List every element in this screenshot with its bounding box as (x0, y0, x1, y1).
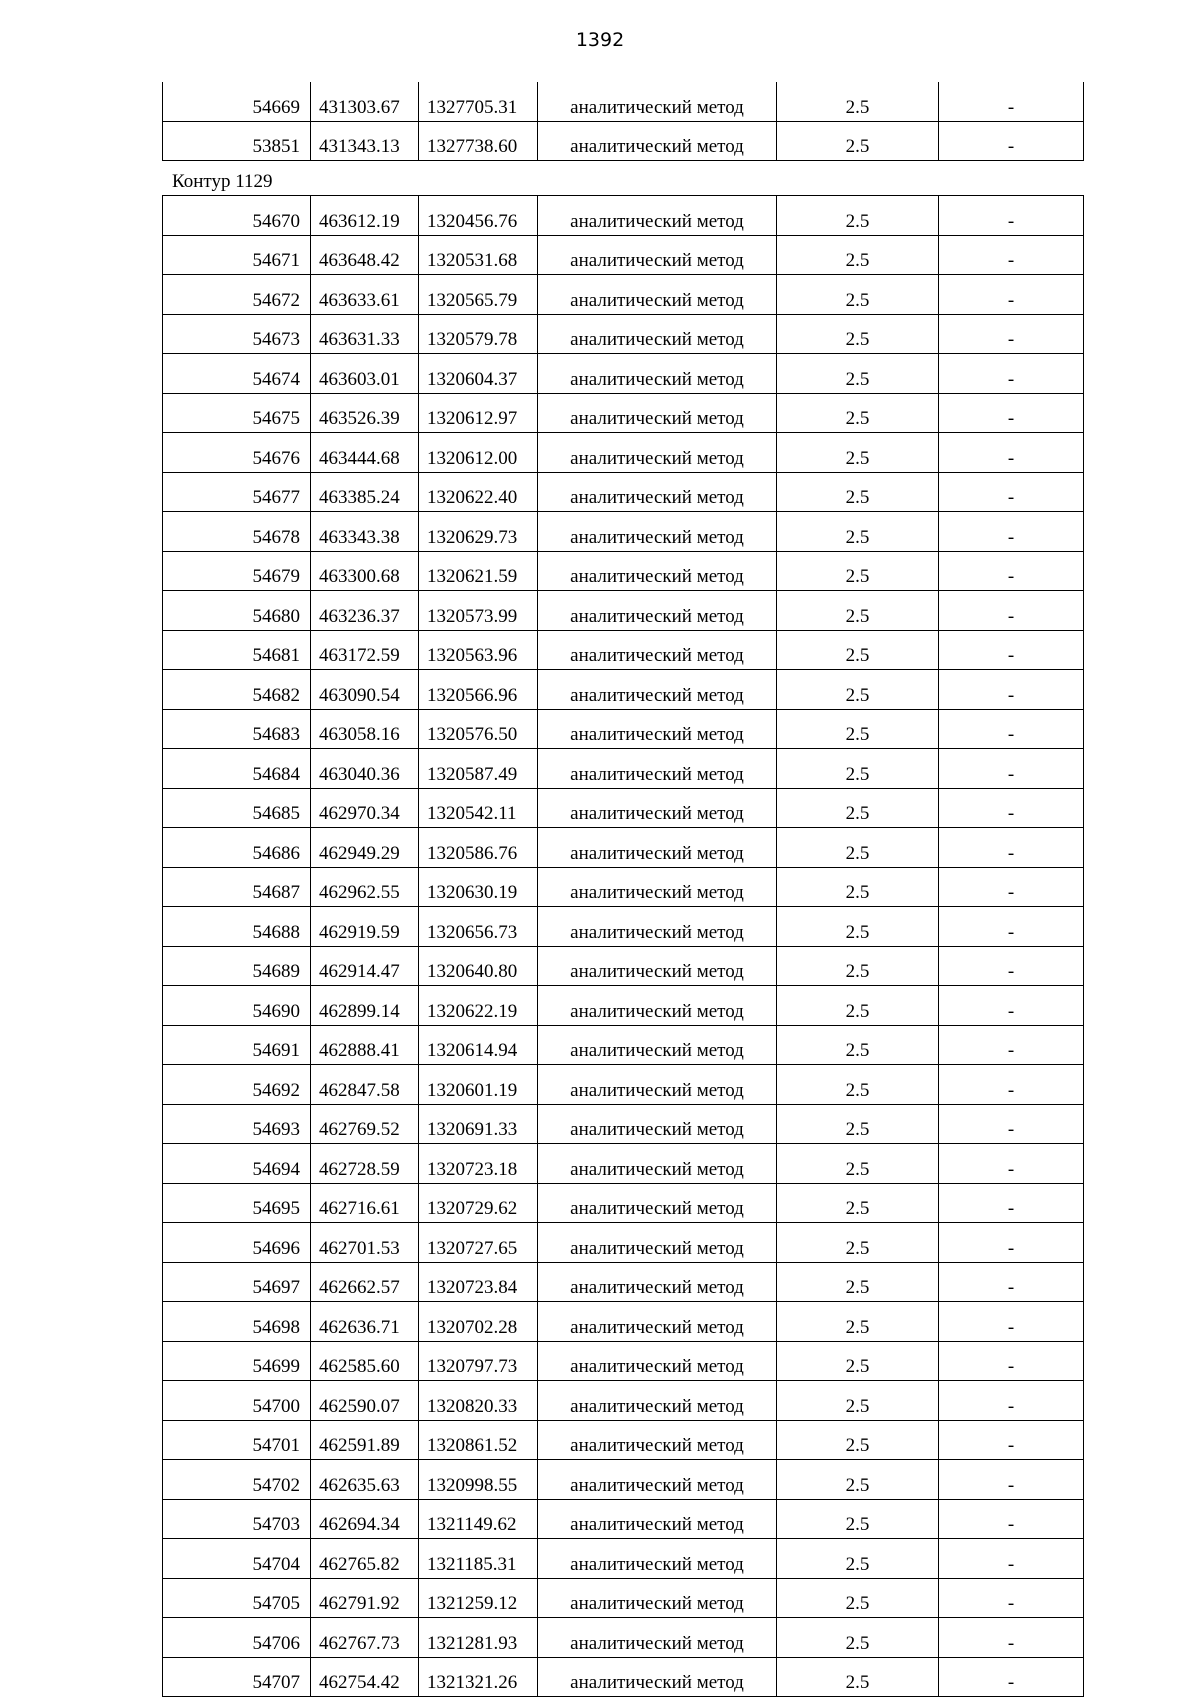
y-coordinate-cell: 1320566.96 (419, 670, 538, 710)
y-coordinate-cell: 1320640.80 (419, 946, 538, 986)
x-coordinate-cell: 463631.33 (311, 314, 419, 354)
table-row (163, 275, 1084, 315)
table-row (163, 121, 1084, 161)
method-cell: аналитический метод (538, 709, 777, 749)
table-row (163, 907, 1084, 947)
point-number-cell: 54681 (163, 630, 311, 670)
x-coordinate-cell: 462949.29 (311, 828, 419, 868)
y-coordinate-cell: 1320629.73 (419, 512, 538, 552)
method-cell: аналитический метод (538, 275, 777, 315)
table-row (163, 196, 1084, 236)
method-cell: аналитический метод (538, 867, 777, 907)
description-cell: - (939, 1420, 1084, 1460)
point-number-cell: 54696 (163, 1223, 311, 1263)
y-coordinate-cell: 1321185.31 (419, 1539, 538, 1579)
method-cell: аналитический метод (538, 512, 777, 552)
method-cell: аналитический метод (538, 1420, 777, 1460)
table-row (163, 630, 1084, 670)
point-number-cell: 54680 (163, 591, 311, 631)
y-coordinate-cell: 1320563.96 (419, 630, 538, 670)
table-row (163, 1262, 1084, 1302)
y-coordinate-cell: 1320531.68 (419, 235, 538, 275)
x-coordinate-cell: 463603.01 (311, 354, 419, 394)
point-number-cell: 54685 (163, 788, 311, 828)
x-coordinate-cell: 463040.36 (311, 749, 419, 789)
accuracy-cell: 2.5 (777, 393, 939, 433)
point-number-cell: 54691 (163, 1025, 311, 1065)
table-row (163, 354, 1084, 394)
table-row (163, 670, 1084, 710)
x-coordinate-cell: 463172.59 (311, 630, 419, 670)
table-row (163, 946, 1084, 986)
table-row (163, 591, 1084, 631)
table-row (163, 1460, 1084, 1500)
accuracy-cell: 2.5 (777, 354, 939, 394)
coordinates-table-top-body (163, 82, 1084, 161)
accuracy-cell: 2.5 (777, 472, 939, 512)
x-coordinate-cell: 463300.68 (311, 551, 419, 591)
table-row (163, 1578, 1084, 1618)
page-number: 1392 (575, 29, 625, 51)
method-cell: аналитический метод (538, 1223, 777, 1263)
method-cell: аналитический метод (538, 551, 777, 591)
point-number-cell: 54702 (163, 1460, 311, 1500)
accuracy-cell: 2.5 (777, 82, 939, 121)
x-coordinate-cell: 462791.92 (311, 1578, 419, 1618)
accuracy-cell: 2.5 (777, 314, 939, 354)
method-cell: аналитический метод (538, 1381, 777, 1421)
y-coordinate-cell: 1320621.59 (419, 551, 538, 591)
point-number-cell: 54688 (163, 907, 311, 947)
x-coordinate-cell: 462767.73 (311, 1618, 419, 1658)
table-row (163, 1499, 1084, 1539)
point-number-cell: 54686 (163, 828, 311, 868)
method-cell: аналитический метод (538, 314, 777, 354)
description-cell: - (939, 275, 1084, 315)
description-cell: - (939, 235, 1084, 275)
coordinates-table-top (162, 82, 1084, 161)
method-cell: аналитический метод (538, 591, 777, 631)
accuracy-cell: 2.5 (777, 275, 939, 315)
table-row (163, 1302, 1084, 1342)
description-cell: - (939, 907, 1084, 947)
description-cell: - (939, 591, 1084, 631)
method-cell: аналитический метод (538, 1618, 777, 1658)
x-coordinate-cell: 462590.07 (311, 1381, 419, 1421)
description-cell: - (939, 121, 1084, 161)
x-coordinate-cell: 463648.42 (311, 235, 419, 275)
method-cell: аналитический метод (538, 235, 777, 275)
method-cell: аналитический метод (538, 82, 777, 121)
accuracy-cell: 2.5 (777, 1657, 939, 1697)
y-coordinate-cell: 1320998.55 (419, 1460, 538, 1500)
table-row (163, 235, 1084, 275)
method-cell: аналитический метод (538, 1104, 777, 1144)
accuracy-cell: 2.5 (777, 121, 939, 161)
y-coordinate-cell: 1320542.11 (419, 788, 538, 828)
y-coordinate-cell: 1321149.62 (419, 1499, 538, 1539)
accuracy-cell: 2.5 (777, 591, 939, 631)
accuracy-cell: 2.5 (777, 196, 939, 236)
x-coordinate-cell: 463236.37 (311, 591, 419, 631)
y-coordinate-cell: 1320630.19 (419, 867, 538, 907)
table-row (163, 393, 1084, 433)
description-cell: - (939, 472, 1084, 512)
accuracy-cell: 2.5 (777, 1381, 939, 1421)
y-coordinate-cell: 1320622.19 (419, 986, 538, 1026)
point-number-cell: 54670 (163, 196, 311, 236)
y-coordinate-cell: 1320820.33 (419, 1381, 538, 1421)
accuracy-cell: 2.5 (777, 670, 939, 710)
y-coordinate-cell: 1320612.97 (419, 393, 538, 433)
table-row (163, 1420, 1084, 1460)
description-cell: - (939, 749, 1084, 789)
point-number-cell: 54674 (163, 354, 311, 394)
y-coordinate-cell: 1320861.52 (419, 1420, 538, 1460)
x-coordinate-cell: 463058.16 (311, 709, 419, 749)
y-coordinate-cell: 1321259.12 (419, 1578, 538, 1618)
x-coordinate-cell: 462662.57 (311, 1262, 419, 1302)
x-coordinate-cell: 462765.82 (311, 1539, 419, 1579)
description-cell: - (939, 393, 1084, 433)
description-cell: - (939, 1381, 1084, 1421)
accuracy-cell: 2.5 (777, 749, 939, 789)
table-row (163, 1657, 1084, 1697)
x-coordinate-cell: 462970.34 (311, 788, 419, 828)
description-cell: - (939, 946, 1084, 986)
accuracy-cell: 2.5 (777, 1144, 939, 1184)
description-cell: - (939, 1341, 1084, 1381)
description-cell: - (939, 551, 1084, 591)
accuracy-cell: 2.5 (777, 1618, 939, 1658)
accuracy-cell: 2.5 (777, 1183, 939, 1223)
method-cell: аналитический метод (538, 946, 777, 986)
y-coordinate-cell: 1320691.33 (419, 1104, 538, 1144)
point-number-cell: 54700 (163, 1381, 311, 1421)
method-cell: аналитический метод (538, 433, 777, 473)
method-cell: аналитический метод (538, 788, 777, 828)
y-coordinate-cell: 1320622.40 (419, 472, 538, 512)
description-cell: - (939, 867, 1084, 907)
point-number-cell: 54671 (163, 235, 311, 275)
accuracy-cell: 2.5 (777, 1104, 939, 1144)
x-coordinate-cell: 462635.63 (311, 1460, 419, 1500)
point-number-cell: 54690 (163, 986, 311, 1026)
x-coordinate-cell: 462716.61 (311, 1183, 419, 1223)
y-coordinate-cell: 1327705.31 (419, 82, 538, 121)
y-coordinate-cell: 1320656.73 (419, 907, 538, 947)
y-coordinate-cell: 1320614.94 (419, 1025, 538, 1065)
point-number-cell: 54706 (163, 1618, 311, 1658)
table-row (163, 867, 1084, 907)
description-cell: - (939, 709, 1084, 749)
y-coordinate-cell: 1320702.28 (419, 1302, 538, 1342)
x-coordinate-cell: 462888.41 (311, 1025, 419, 1065)
point-number-cell: 54676 (163, 433, 311, 473)
description-cell: - (939, 1223, 1084, 1263)
y-coordinate-cell: 1320612.00 (419, 433, 538, 473)
description-cell: - (939, 433, 1084, 473)
table-row (163, 1183, 1084, 1223)
description-cell: - (939, 314, 1084, 354)
description-cell: - (939, 630, 1084, 670)
table-row (163, 433, 1084, 473)
description-cell: - (939, 670, 1084, 710)
point-number-cell: 54698 (163, 1302, 311, 1342)
accuracy-cell: 2.5 (777, 1341, 939, 1381)
coordinates-table-body (163, 196, 1084, 1697)
description-cell: - (939, 1499, 1084, 1539)
x-coordinate-cell: 462847.58 (311, 1065, 419, 1105)
y-coordinate-cell: 1321281.93 (419, 1618, 538, 1658)
x-coordinate-cell: 462701.53 (311, 1223, 419, 1263)
point-number-cell: 54704 (163, 1539, 311, 1579)
point-number-cell: 54694 (163, 1144, 311, 1184)
method-cell: аналитический метод (538, 1144, 777, 1184)
accuracy-cell: 2.5 (777, 1578, 939, 1618)
table-row (163, 551, 1084, 591)
accuracy-cell: 2.5 (777, 235, 939, 275)
method-cell: аналитический метод (538, 1499, 777, 1539)
description-cell: - (939, 1578, 1084, 1618)
point-number-cell: 54677 (163, 472, 311, 512)
x-coordinate-cell: 463444.68 (311, 433, 419, 473)
point-number-cell: 54669 (163, 82, 311, 121)
y-coordinate-cell: 1320729.62 (419, 1183, 538, 1223)
x-coordinate-cell: 463612.19 (311, 196, 419, 236)
y-coordinate-cell: 1320723.18 (419, 1144, 538, 1184)
accuracy-cell: 2.5 (777, 867, 939, 907)
accuracy-cell: 2.5 (777, 986, 939, 1026)
description-cell: - (939, 1262, 1084, 1302)
table-row (163, 986, 1084, 1026)
table-row (163, 512, 1084, 552)
method-cell: аналитический метод (538, 1539, 777, 1579)
table-row (163, 82, 1084, 121)
x-coordinate-cell: 431343.13 (311, 121, 419, 161)
y-coordinate-cell: 1320579.78 (419, 314, 538, 354)
method-cell: аналитический метод (538, 1025, 777, 1065)
method-cell: аналитический метод (538, 354, 777, 394)
x-coordinate-cell: 462694.34 (311, 1499, 419, 1539)
coordinates-table (162, 195, 1084, 1697)
method-cell: аналитический метод (538, 393, 777, 433)
accuracy-cell: 2.5 (777, 512, 939, 552)
table-row (163, 1381, 1084, 1421)
x-coordinate-cell: 431303.67 (311, 82, 419, 121)
x-coordinate-cell: 462585.60 (311, 1341, 419, 1381)
y-coordinate-cell: 1320565.79 (419, 275, 538, 315)
x-coordinate-cell: 462754.42 (311, 1657, 419, 1697)
point-number-cell: 54672 (163, 275, 311, 315)
accuracy-cell: 2.5 (777, 788, 939, 828)
point-number-cell: 54684 (163, 749, 311, 789)
point-number-cell: 54705 (163, 1578, 311, 1618)
table-row (163, 1065, 1084, 1105)
description-cell: - (939, 1657, 1084, 1697)
method-cell: аналитический метод (538, 1065, 777, 1105)
point-number-cell: 54697 (163, 1262, 311, 1302)
contour-label: Контур 1129 (172, 171, 273, 192)
x-coordinate-cell: 462919.59 (311, 907, 419, 947)
point-number-cell: 54679 (163, 551, 311, 591)
method-cell: аналитический метод (538, 907, 777, 947)
table-row (163, 749, 1084, 789)
y-coordinate-cell: 1320601.19 (419, 1065, 538, 1105)
description-cell: - (939, 1065, 1084, 1105)
method-cell: аналитический метод (538, 670, 777, 710)
description-cell: - (939, 1460, 1084, 1500)
point-number-cell: 54689 (163, 946, 311, 986)
x-coordinate-cell: 462769.52 (311, 1104, 419, 1144)
point-number-cell: 54699 (163, 1341, 311, 1381)
description-cell: - (939, 1618, 1084, 1658)
accuracy-cell: 2.5 (777, 828, 939, 868)
point-number-cell: 54701 (163, 1420, 311, 1460)
point-number-cell: 54707 (163, 1657, 311, 1697)
table-row (163, 1341, 1084, 1381)
description-cell: - (939, 512, 1084, 552)
accuracy-cell: 2.5 (777, 1539, 939, 1579)
accuracy-cell: 2.5 (777, 1499, 939, 1539)
accuracy-cell: 2.5 (777, 433, 939, 473)
accuracy-cell: 2.5 (777, 1302, 939, 1342)
accuracy-cell: 2.5 (777, 946, 939, 986)
accuracy-cell: 2.5 (777, 1065, 939, 1105)
point-number-cell: 54682 (163, 670, 311, 710)
description-cell: - (939, 828, 1084, 868)
table-row (163, 828, 1084, 868)
method-cell: аналитический метод (538, 1460, 777, 1500)
point-number-cell: 54692 (163, 1065, 311, 1105)
y-coordinate-cell: 1327738.60 (419, 121, 538, 161)
table-row (163, 1539, 1084, 1579)
y-coordinate-cell: 1320573.99 (419, 591, 538, 631)
x-coordinate-cell: 463385.24 (311, 472, 419, 512)
accuracy-cell: 2.5 (777, 1223, 939, 1263)
table-row (163, 1104, 1084, 1144)
method-cell: аналитический метод (538, 1262, 777, 1302)
description-cell: - (939, 1539, 1084, 1579)
method-cell: аналитический метод (538, 1302, 777, 1342)
y-coordinate-cell: 1320797.73 (419, 1341, 538, 1381)
table-row (163, 709, 1084, 749)
description-cell: - (939, 354, 1084, 394)
y-coordinate-cell: 1320576.50 (419, 709, 538, 749)
method-cell: аналитический метод (538, 630, 777, 670)
y-coordinate-cell: 1320723.84 (419, 1262, 538, 1302)
method-cell: аналитический метод (538, 472, 777, 512)
accuracy-cell: 2.5 (777, 1262, 939, 1302)
method-cell: аналитический метод (538, 1183, 777, 1223)
accuracy-cell: 2.5 (777, 1460, 939, 1500)
table-row (163, 1223, 1084, 1263)
point-number-cell: 54678 (163, 512, 311, 552)
y-coordinate-cell: 1320587.49 (419, 749, 538, 789)
table-row (163, 1618, 1084, 1658)
x-coordinate-cell: 462899.14 (311, 986, 419, 1026)
point-number-cell: 54683 (163, 709, 311, 749)
description-cell: - (939, 1183, 1084, 1223)
point-number-cell: 54687 (163, 867, 311, 907)
accuracy-cell: 2.5 (777, 630, 939, 670)
method-cell: аналитический метод (538, 986, 777, 1026)
description-cell: - (939, 1302, 1084, 1342)
point-number-cell: 54695 (163, 1183, 311, 1223)
table-row (163, 1144, 1084, 1184)
method-cell: аналитический метод (538, 121, 777, 161)
method-cell: аналитический метод (538, 1341, 777, 1381)
table-row (163, 472, 1084, 512)
method-cell: аналитический метод (538, 828, 777, 868)
description-cell: - (939, 1104, 1084, 1144)
y-coordinate-cell: 1320456.76 (419, 196, 538, 236)
table-row (163, 1025, 1084, 1065)
accuracy-cell: 2.5 (777, 1420, 939, 1460)
accuracy-cell: 2.5 (777, 709, 939, 749)
description-cell: - (939, 196, 1084, 236)
accuracy-cell: 2.5 (777, 1025, 939, 1065)
x-coordinate-cell: 462728.59 (311, 1144, 419, 1184)
x-coordinate-cell: 463526.39 (311, 393, 419, 433)
x-coordinate-cell: 463633.61 (311, 275, 419, 315)
y-coordinate-cell: 1320604.37 (419, 354, 538, 394)
method-cell: аналитический метод (538, 1578, 777, 1618)
point-number-cell: 53851 (163, 121, 311, 161)
point-number-cell: 54693 (163, 1104, 311, 1144)
y-coordinate-cell: 1321321.26 (419, 1657, 538, 1697)
description-cell: - (939, 986, 1084, 1026)
x-coordinate-cell: 462591.89 (311, 1420, 419, 1460)
x-coordinate-cell: 463343.38 (311, 512, 419, 552)
point-number-cell: 54703 (163, 1499, 311, 1539)
point-number-cell: 54675 (163, 393, 311, 433)
x-coordinate-cell: 462636.71 (311, 1302, 419, 1342)
y-coordinate-cell: 1320586.76 (419, 828, 538, 868)
x-coordinate-cell: 462914.47 (311, 946, 419, 986)
description-cell: - (939, 1144, 1084, 1184)
method-cell: аналитический метод (538, 749, 777, 789)
description-cell: - (939, 788, 1084, 828)
x-coordinate-cell: 463090.54 (311, 670, 419, 710)
description-cell: - (939, 1025, 1084, 1065)
y-coordinate-cell: 1320727.65 (419, 1223, 538, 1263)
accuracy-cell: 2.5 (777, 907, 939, 947)
table-row (163, 788, 1084, 828)
description-cell: - (939, 82, 1084, 121)
method-cell: аналитический метод (538, 1657, 777, 1697)
method-cell: аналитический метод (538, 196, 777, 236)
table-row (163, 314, 1084, 354)
point-number-cell: 54673 (163, 314, 311, 354)
accuracy-cell: 2.5 (777, 551, 939, 591)
x-coordinate-cell: 462962.55 (311, 867, 419, 907)
